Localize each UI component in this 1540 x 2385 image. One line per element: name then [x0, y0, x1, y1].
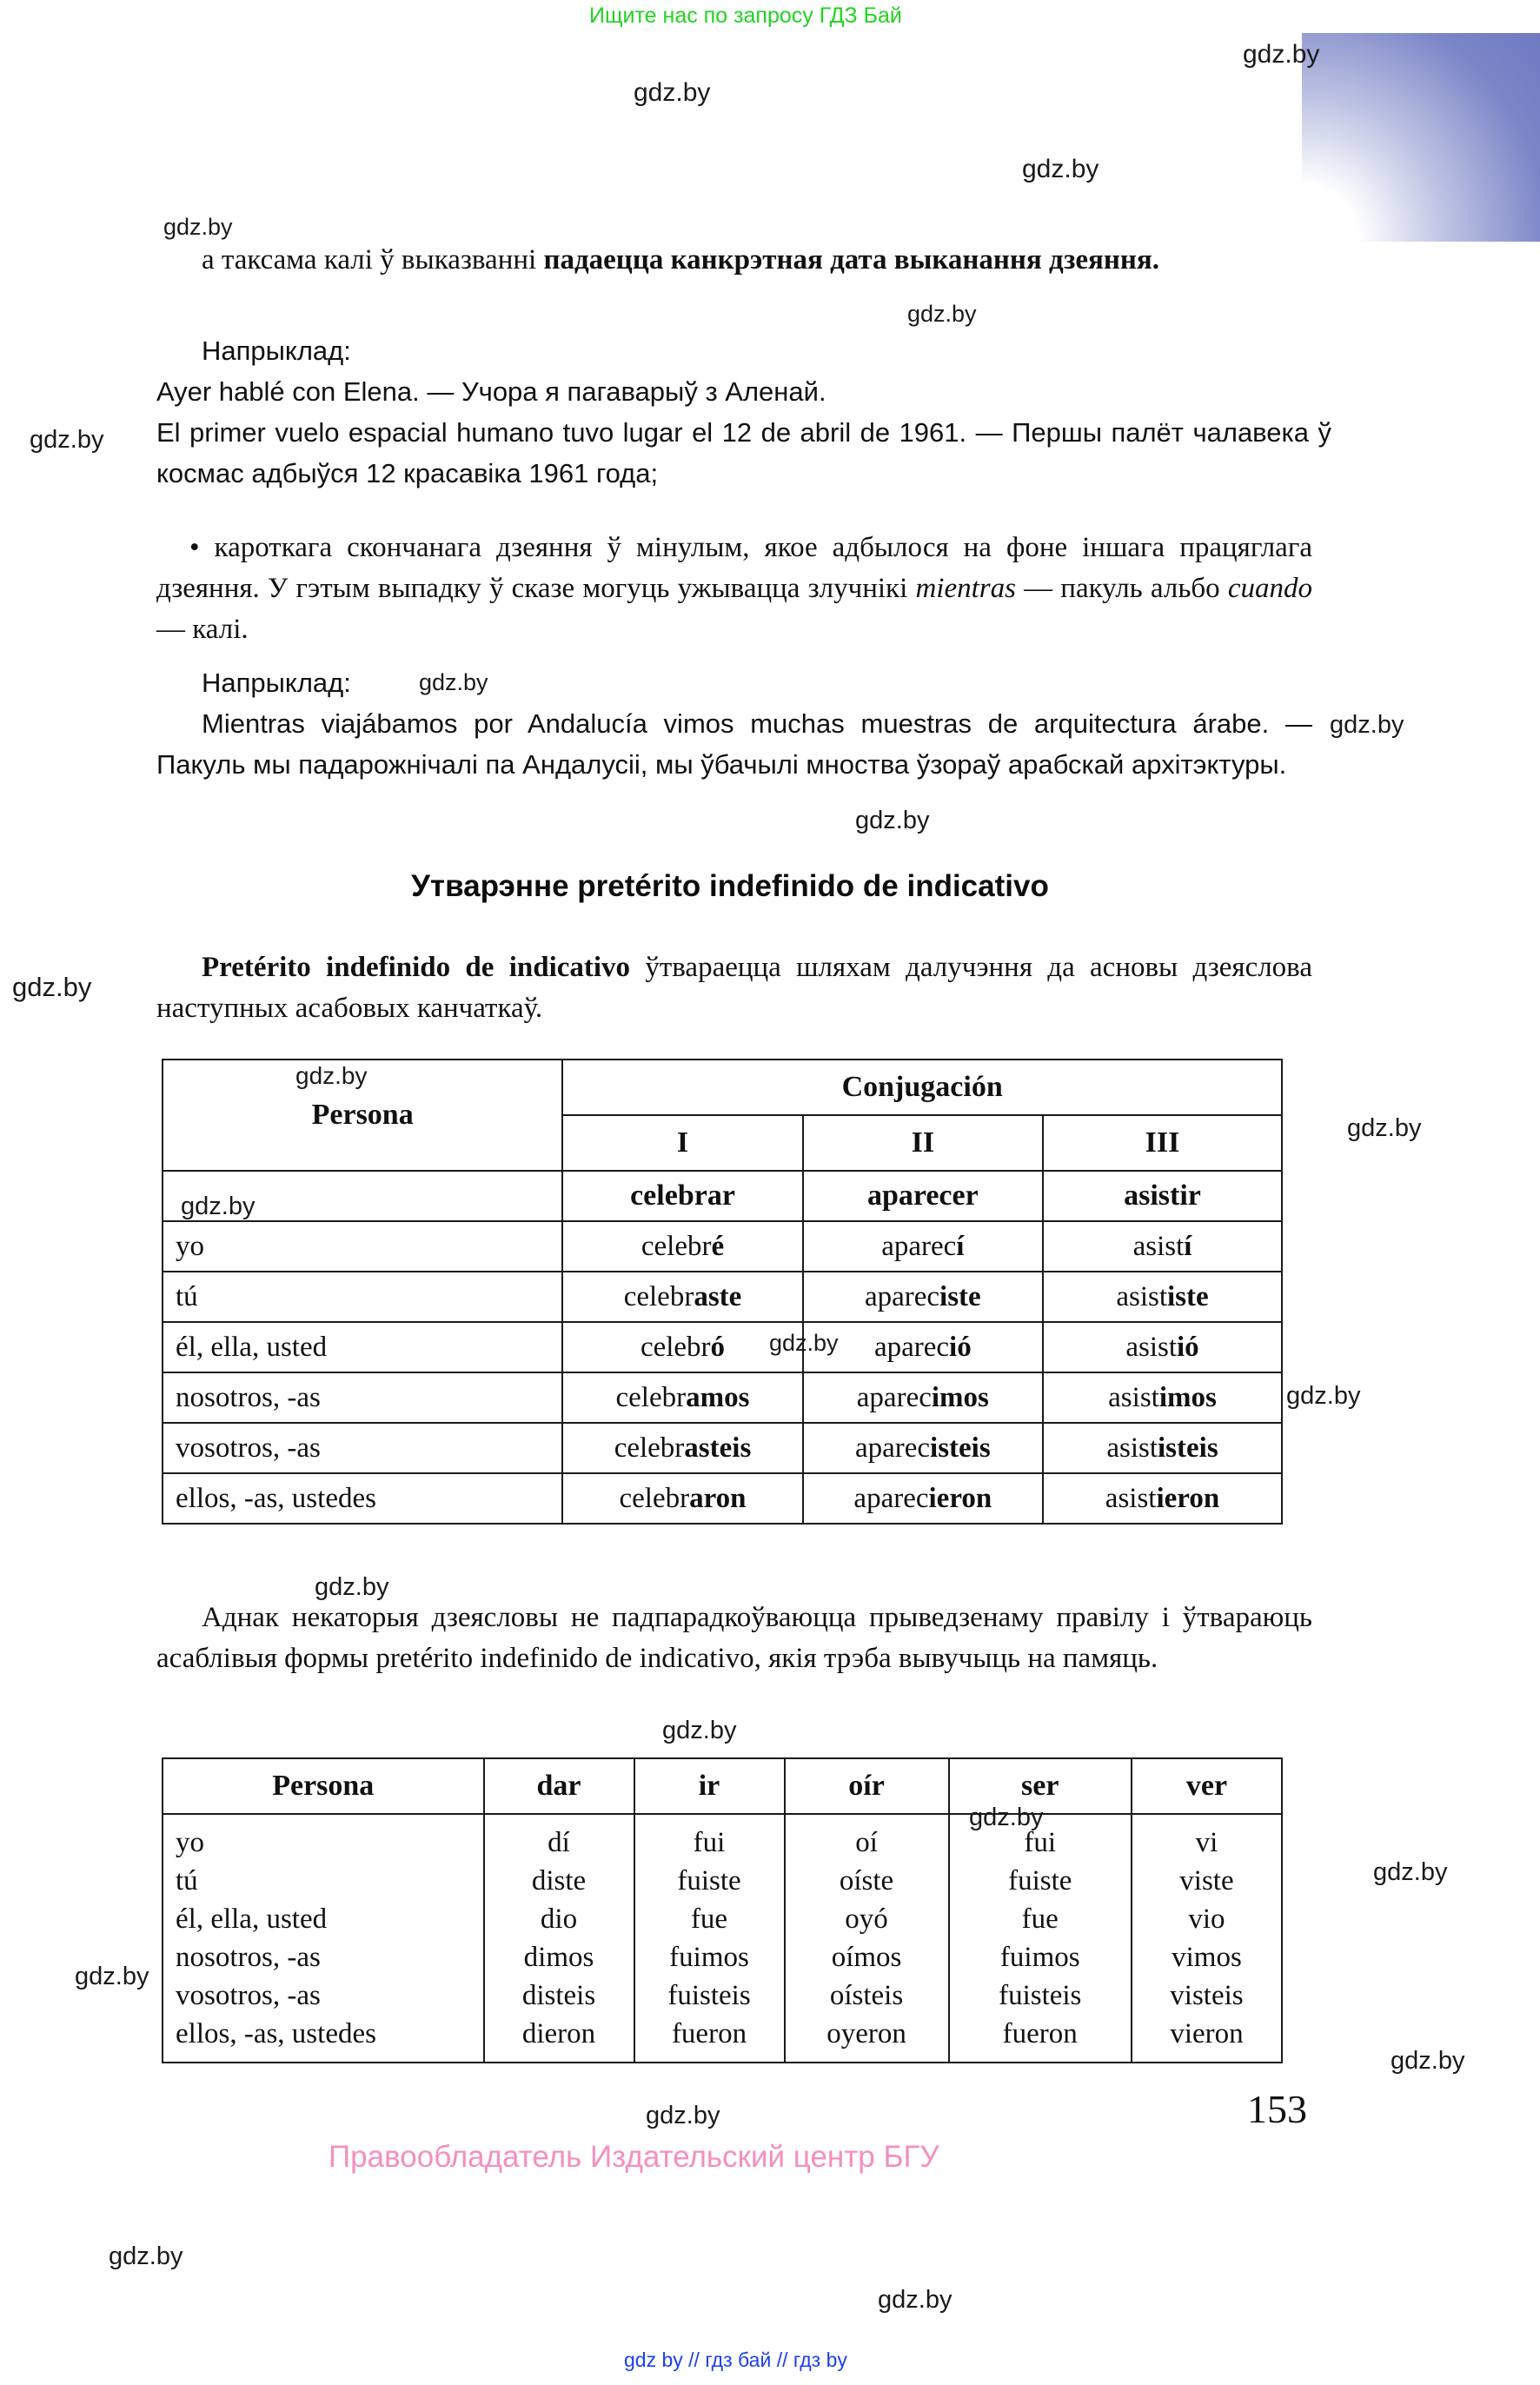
- example-1a-block: [156, 371, 1317, 412]
- watermark-gdz: gdz.by: [315, 1573, 389, 1601]
- page-number: 153: [1247, 2087, 1307, 2131]
- cell-verb-form: [1043, 1322, 1282, 1372]
- example-sentence-1a: Ayer hablé con Elena. — Учора я пагаварыў з Аленай.: [156, 376, 826, 407]
- verb-stem: celebr: [623, 1280, 694, 1312]
- cell-verb-form: [803, 1272, 1043, 1322]
- rule-paragraph: [156, 240, 1304, 281]
- page-title: Утварэнне pretérito indefinido de indicativo: [411, 869, 1049, 903]
- header-infinitive-2: aparecer: [803, 1171, 1043, 1221]
- watermark-gdz: gdz.by: [109, 2242, 183, 2270]
- cell-verb-form: dio: [484, 1900, 634, 1938]
- copyright-notice: Правообладатель Издательский центр БГУ: [329, 2140, 939, 2174]
- verb-ending: asteis: [684, 1432, 752, 1464]
- verb-stem: aparec: [864, 1280, 940, 1312]
- cell-verb-form: diste: [484, 1862, 634, 1900]
- cell-verb-form: [803, 1322, 1043, 1372]
- example-sentence-2a: [156, 703, 1312, 785]
- verb-ending: imos: [931, 1381, 989, 1413]
- verb-ending: iste: [939, 1280, 981, 1312]
- table-row: [163, 1221, 1282, 1272]
- watermark-gdz: gdz.by: [878, 2286, 953, 2314]
- cell-persona: vosotros, -as: [163, 1423, 562, 1473]
- verb-ending: ió: [1177, 1331, 1199, 1363]
- intro-bold-term: Pretérito indefinido de indicativo: [202, 952, 631, 983]
- cell-verb-form: [1043, 1272, 1282, 1322]
- cell-verb-form: oyeron: [785, 2015, 949, 2063]
- cell-verb-form: fuisteis: [634, 1976, 785, 2015]
- watermark-gdz: gdz.by: [634, 78, 711, 107]
- cell-verb-form: oí: [785, 1814, 949, 1862]
- cell-verb-form: fuisteis: [949, 1976, 1132, 2015]
- watermark-gdz: gdz.by: [1391, 2047, 1465, 2075]
- verb-stem: aparec: [881, 1230, 957, 1262]
- infinitive-row-spacer: [163, 1171, 562, 1221]
- table-row: [163, 1322, 1282, 1372]
- irregular-table-head: [163, 1758, 1282, 1814]
- rule-paragraph-block: [156, 240, 1304, 281]
- example-label-1: [156, 330, 1304, 371]
- cell-persona: ellos, -as, ustedes: [163, 1473, 562, 1524]
- verb-stem: asist: [1132, 1230, 1185, 1262]
- rule-lead-text: а таксама калі ў выказванні: [202, 244, 544, 276]
- conjugation-table-block: [162, 1059, 1283, 1525]
- watermark-gdz: gdz.by: [1373, 1858, 1448, 1886]
- verb-stem: asist: [1116, 1280, 1167, 1312]
- header-or: oír: [785, 1758, 949, 1814]
- header-conjugacion: Conjugación: [562, 1060, 1282, 1115]
- bullet-italic-mientras: mientras: [915, 573, 1016, 604]
- verb-stem: asist: [1125, 1331, 1177, 1363]
- conjugation-table: [162, 1059, 1283, 1525]
- example-label-2: [156, 662, 1304, 703]
- verb-ending: isteis: [930, 1432, 991, 1464]
- intro-paragraph: [156, 947, 1312, 1029]
- verb-stem: celebr: [619, 1482, 690, 1514]
- verb-stem: aparec: [873, 1331, 950, 1363]
- cell-persona: yo: [176, 1826, 204, 1858]
- watermark-gdz: gdz.by: [907, 301, 977, 327]
- cell-verb-form: [803, 1372, 1043, 1423]
- cell-verb-form: [1043, 1473, 1282, 1524]
- verb-ending: aste: [694, 1280, 742, 1312]
- section-heading-block: [156, 869, 1304, 904]
- cell-persona: tú: [163, 1272, 562, 1322]
- watermark-gdz: gdz.by: [30, 426, 104, 454]
- intro-rest-text: ўтвараецца шляхам далучэння да асновы дзеяслова наступных асабовых канчаткаў.: [156, 952, 1312, 1024]
- table-row: [163, 1976, 1282, 2015]
- example-label-1-block: [156, 330, 1304, 371]
- header-infinitive-1: celebrar: [562, 1171, 802, 1221]
- verb-stem: aparec: [854, 1432, 931, 1464]
- bullet-part1: кароткага скончанага дзеяння ў мінулым, якое адбылося на фоне іншага працяглага дзеяння. У гэтым выпадку ў сказе могуць ужывацца злучнікі: [156, 532, 1312, 604]
- verb-stem: aparec: [856, 1381, 932, 1413]
- watermark-gdz: gdz.by: [1347, 1114, 1422, 1142]
- table-header-row-group: [163, 1060, 1282, 1115]
- verb-stem: celebr: [614, 1432, 685, 1464]
- watermark-gdz: gdz.by: [769, 1330, 839, 1356]
- header-persona: Persona: [163, 1060, 562, 1171]
- cell-verb-form: dimos: [484, 1938, 634, 1976]
- table-header-row: [163, 1758, 1282, 1814]
- after-table-paragraph-block: [156, 1598, 1312, 1679]
- verb-stem: celebr: [641, 1230, 712, 1262]
- verb-ending: ó: [710, 1331, 726, 1363]
- cell-verb-form: [803, 1221, 1043, 1272]
- table-row: [163, 1938, 1282, 1976]
- example-label-2-block: [156, 662, 1304, 703]
- header-roman-2: II: [803, 1115, 1043, 1171]
- cell-persona: nosotros, -as: [176, 1941, 321, 1973]
- verb-ending: imos: [1158, 1381, 1217, 1413]
- table-row: [163, 2015, 1282, 2063]
- cell-verb-form: [562, 1221, 802, 1272]
- cell-persona: nosotros, -as: [163, 1372, 562, 1423]
- cell-persona: yo: [163, 1221, 562, 1272]
- promo-banner-text: Ищите нас по запросу ГДЗ Бай: [589, 3, 902, 28]
- footer-links[interactable]: gdz by // гдз бай // гдз by: [624, 2348, 847, 2371]
- cell-verb-form: vi: [1132, 1814, 1282, 1862]
- verb-ending: í: [956, 1230, 965, 1262]
- cell-verb-form: [803, 1423, 1043, 1473]
- header-dar: dar: [484, 1758, 634, 1814]
- table-row: [163, 1473, 1282, 1524]
- irregular-table-block: [162, 1757, 1283, 2063]
- cell-verb-form: [562, 1372, 802, 1423]
- watermark-gdz: gdz.by: [181, 1192, 256, 1220]
- watermark-gdz: gdz.by: [1022, 155, 1099, 183]
- verb-stem: celebr: [640, 1331, 711, 1363]
- bullet-part2: — пакуль альбо: [1015, 573, 1228, 604]
- cell-verb-form: vieron: [1132, 2015, 1282, 2063]
- verb-stem: asist: [1108, 1381, 1159, 1413]
- decorative-gradient-box: [1302, 33, 1540, 242]
- watermark-gdz: gdz.by: [12, 972, 92, 1002]
- verb-ending: amos: [686, 1381, 750, 1413]
- cell-verb-form: fuiste: [949, 1862, 1132, 1900]
- cell-verb-form: oíste: [785, 1862, 949, 1900]
- table-row: [163, 1900, 1282, 1938]
- verb-ending: iste: [1167, 1280, 1209, 1312]
- cell-verb-form: oímos: [785, 1938, 949, 1976]
- cell-verb-form: visteis: [1132, 1976, 1282, 2015]
- cell-verb-form: [1043, 1372, 1282, 1423]
- irregular-verbs-table: [162, 1757, 1283, 2063]
- rule-bold-text: падаецца канкрэтная дата выканання дзеяння.: [543, 244, 1160, 276]
- header-ver: ver: [1132, 1758, 1282, 1814]
- cell-verb-form: [562, 1272, 802, 1322]
- example-label-1-text: Напрыклад:: [202, 335, 351, 366]
- watermark-gdz: gdz.by: [1330, 711, 1404, 739]
- cell-verb-form: fueron: [634, 2015, 785, 2063]
- watermark-gdz: gdz.by: [646, 2102, 720, 2129]
- verb-ending: isteis: [1158, 1432, 1218, 1464]
- verb-stem: asist: [1105, 1482, 1157, 1514]
- intro-paragraph-block: [156, 947, 1312, 1029]
- header-ir: ir: [634, 1758, 785, 1814]
- verb-ending: í: [1184, 1230, 1192, 1262]
- table-row: [163, 1372, 1282, 1423]
- cell-verb-form: disteis: [484, 1976, 634, 2015]
- cell-verb-form: [562, 1322, 802, 1372]
- verb-ending: aron: [689, 1482, 747, 1514]
- cell-verb-form: dieron: [484, 2015, 634, 2063]
- cell-verb-form: vio: [1132, 1900, 1282, 1938]
- watermark-gdz: gdz.by: [419, 669, 488, 695]
- watermark-gdz: gdz.by: [662, 1717, 737, 1744]
- verb-stem: celebr: [615, 1381, 687, 1413]
- cell-verb-form: fuiste: [634, 1862, 785, 1900]
- example-sentence-1b: El primer vuelo espacial humano tuvo lugar el 12 de abril de 1961. — Першы палёт чалавека ў космас адбыўся 12 красавіка 1961 года;: [156, 417, 1331, 488]
- bullet-part3: — калі.: [156, 614, 249, 645]
- cell-verb-form: fuimos: [949, 1938, 1132, 1976]
- cell-verb-form: oyó: [785, 1900, 949, 1938]
- cell-verb-form: fueron: [949, 2015, 1132, 2063]
- cell-verb-form: fui: [634, 1814, 785, 1862]
- watermark-gdz: gdz.by: [855, 807, 930, 834]
- verb-ending: ieron: [1156, 1482, 1220, 1514]
- cell-verb-form: [1043, 1423, 1282, 1473]
- cell-verb-form: [803, 1473, 1043, 1524]
- cell-persona: vosotros, -as: [176, 1979, 321, 2011]
- watermark-gdz: gdz.by: [163, 214, 233, 240]
- after-table-paragraph: [156, 1598, 1312, 1679]
- cell-verb-form: [562, 1473, 802, 1524]
- watermark-gdz: gdz.by: [969, 1804, 1044, 1831]
- after-table-paragraph-text: Аднак некаторыя дзеясловы не падпарадкоўваюцца прыведзенаму правілу і ўтвараюць асаблівыя формы pretérito indefinido de indicativo, якія трэба вывучыць на памяць.: [156, 1602, 1312, 1674]
- conjugation-table-body: [163, 1221, 1282, 1524]
- bullet-rule-paragraph: [156, 528, 1312, 650]
- verb-stem: aparec: [853, 1482, 929, 1514]
- example-2a-block: [156, 703, 1312, 785]
- table-header-row-infinitives: [163, 1171, 1282, 1221]
- table-row: [163, 1423, 1282, 1473]
- header-roman-3: III: [1043, 1115, 1282, 1171]
- table-row: [163, 1862, 1282, 1900]
- cell-persona: él, ella, usted: [163, 1322, 562, 1372]
- table-row: [163, 1272, 1282, 1322]
- example-label-2-text: Напрыклад:: [202, 668, 351, 698]
- cell-verb-form: [1043, 1221, 1282, 1272]
- cell-verb-form: fue: [949, 1900, 1132, 1938]
- header-roman-1: I: [562, 1115, 802, 1171]
- cell-persona: tú: [176, 1864, 198, 1897]
- example-sentence-2a-text: Mientras viajábamos por Andalucía vimos muchas muestras de arquitectura árabe. — Пакуль мы падарожнічалі па Андалусіі, мы ўбачылі мноства ўзораў арабскай архітэктуры.: [156, 708, 1312, 780]
- watermark-gdz: gdz.by: [1243, 40, 1320, 69]
- cell-verb-form: viste: [1132, 1862, 1282, 1900]
- header-infinitive-3: asistir: [1043, 1171, 1282, 1221]
- bullet-rule-block: [156, 528, 1312, 650]
- verb-ending: ió: [949, 1331, 972, 1363]
- cell-verb-form: dí: [484, 1814, 634, 1862]
- header-ser: ser: [949, 1758, 1132, 1814]
- watermark-gdz: gdz.by: [295, 1062, 368, 1089]
- verb-ending: ieron: [928, 1482, 992, 1514]
- cell-verb-form: oísteis: [785, 1976, 949, 2015]
- cell-verb-form: fue: [634, 1900, 785, 1938]
- cell-verb-form: vimos: [1132, 1938, 1282, 1976]
- watermark-gdz: gdz.by: [1286, 1382, 1361, 1410]
- cell-verb-form: [562, 1423, 802, 1473]
- header-persona: Persona: [163, 1758, 484, 1814]
- verb-ending: é: [711, 1230, 725, 1262]
- bullet-italic-cuando: cuando: [1227, 573, 1312, 604]
- cell-verb-form: fuimos: [634, 1938, 785, 1976]
- example-1b-block: [156, 412, 1331, 494]
- table-row: [163, 1814, 1282, 1862]
- bullet-marker: •: [189, 532, 200, 563]
- verb-stem: asist: [1106, 1432, 1158, 1464]
- cell-persona: él, ella, usted: [176, 1903, 328, 1935]
- cell-persona: ellos, -as, ustedes: [176, 2017, 376, 2050]
- cell-verb-form: fui: [949, 1814, 1132, 1862]
- irregular-table-body: [163, 1814, 1282, 2063]
- watermark-gdz: gdz.by: [75, 1963, 149, 1990]
